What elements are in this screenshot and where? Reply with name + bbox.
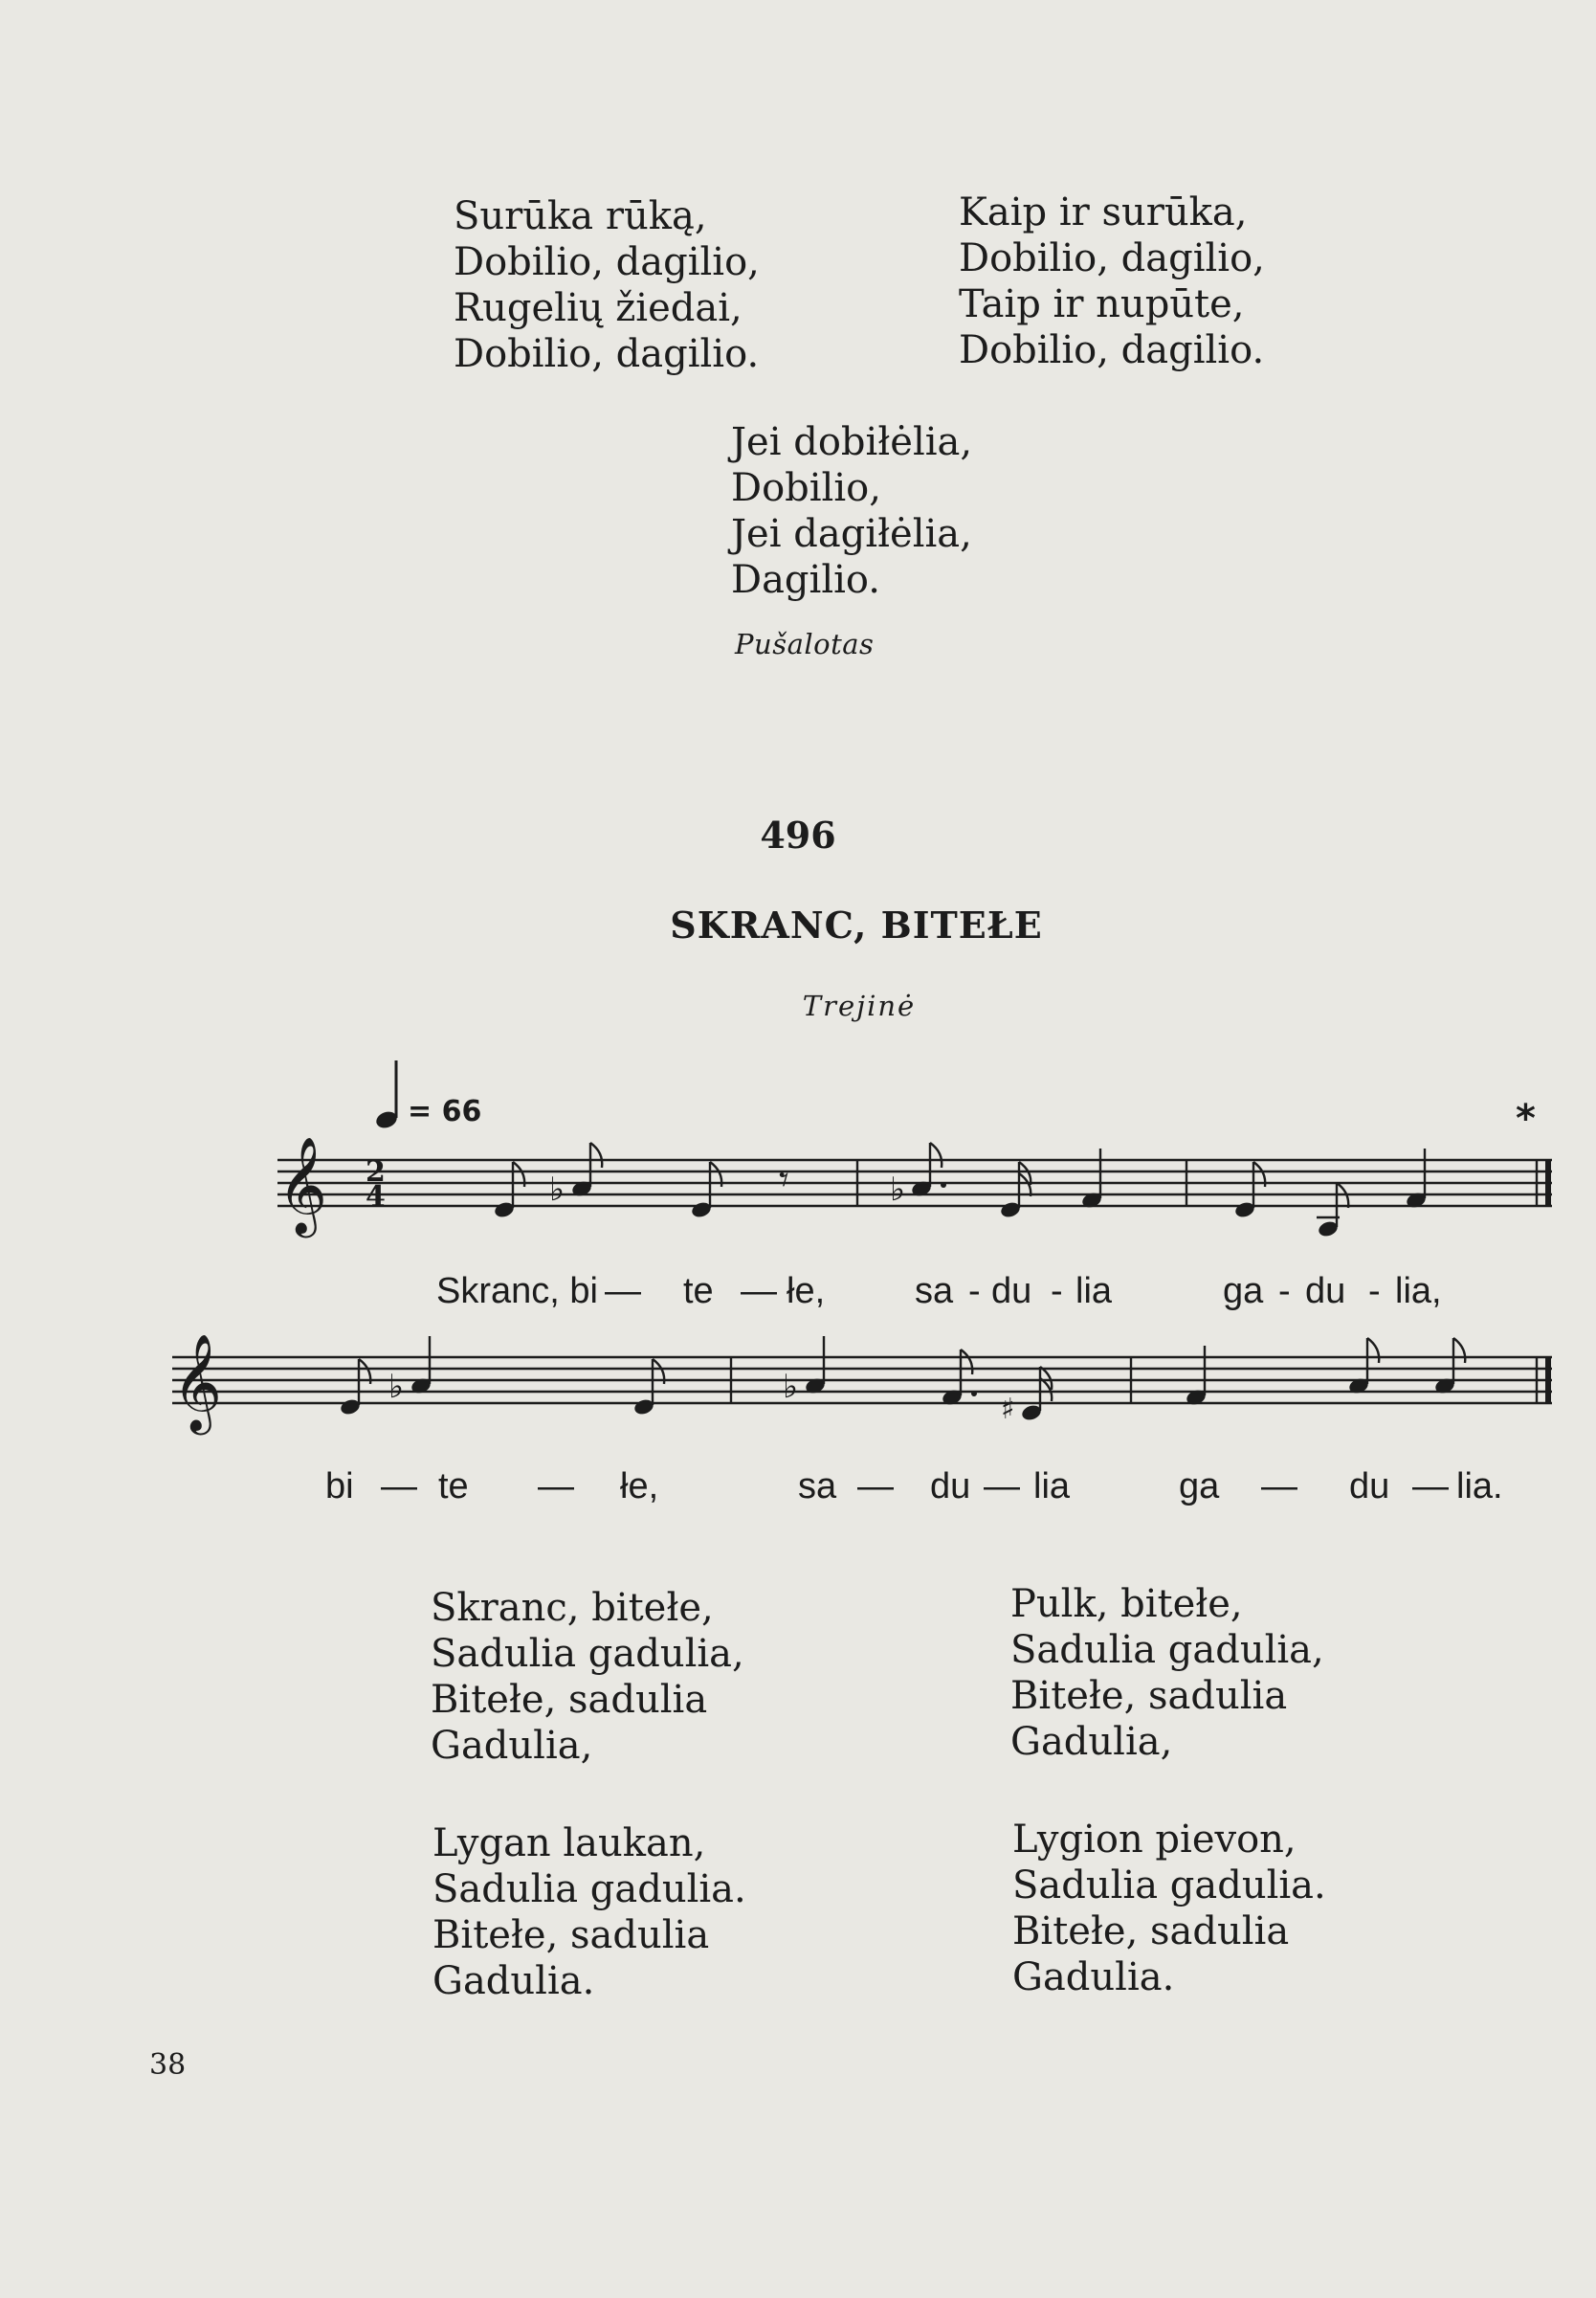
lyric-line: Bitełe, sadulia [431, 1678, 708, 1722]
refrain-line: Dobilio, [731, 466, 881, 510]
lyric-line: Sadulia gadulia. [1012, 1863, 1326, 1908]
lyric-line: Gadulia, [1010, 1720, 1173, 1764]
lyric-syllable: lia [1033, 1466, 1071, 1506]
lyric-line: Gadulia, [431, 1724, 593, 1768]
lyric-line: Sadulia gadulia. [432, 1867, 746, 1911]
poem-line: Dobilio, dagilio, [959, 236, 1265, 280]
lyric-line: Bitełe, sadulia [1010, 1674, 1288, 1718]
quarter-note-icon [804, 1336, 827, 1395]
lyric-hyphen: — [741, 1271, 777, 1311]
poem-line: Dobilio, dagilio, [454, 240, 760, 284]
lyrics-stanza-1 [431, 1585, 744, 1769]
song-title: SKRANC, BITEŁE [670, 904, 1043, 947]
poem-line: Taip ir nupūte, [959, 282, 1245, 326]
lyric-syllable: łe, [787, 1271, 826, 1311]
lyric-line: Pulk, bitełe, [1010, 1582, 1243, 1626]
quarter-note-icon [1185, 1346, 1208, 1407]
flat-icon: ♭ [783, 1368, 799, 1406]
lyric-syllable: ga [1179, 1466, 1220, 1506]
poem-line: Dobilio, dagilio. [959, 328, 1265, 372]
song-type: Trejinė [802, 990, 917, 1022]
poem-line: Dobilio, dagilio. [454, 332, 760, 376]
lyric-syllable: te [438, 1466, 469, 1506]
eighth-rest-icon: 𝄾 [779, 1158, 789, 1202]
lyric-syllable: ga [1223, 1271, 1264, 1311]
staff-1 [277, 1160, 1552, 1206]
lyric-syllable: te [683, 1271, 714, 1311]
refrain-line: Dagilio. [731, 558, 880, 602]
lyric-line: Gadulia. [432, 1959, 595, 2003]
quarter-note-icon [1080, 1149, 1103, 1210]
lyric-hyphen: - [1278, 1271, 1291, 1311]
refrain-line: Jei dagiłėlia, [731, 512, 972, 556]
lyric-syllable: lia, [1395, 1271, 1442, 1311]
lyric-line: Bitełe, sadulia [1012, 1909, 1290, 1953]
lyric-line: Lygan laukan, [432, 1821, 706, 1865]
lyric-hyphen: — [605, 1271, 641, 1311]
lyric-line: Skranc, bitełe, [431, 1586, 714, 1630]
lyric-syllable: du [1305, 1271, 1346, 1311]
lyric-syllable: Skranc, bi [436, 1271, 598, 1311]
lyric-hyphen: — [857, 1466, 894, 1506]
lyric-syllable: du [1349, 1466, 1390, 1506]
eighth-note-icon [1433, 1338, 1465, 1395]
lyric-hyphen: - [1051, 1271, 1063, 1311]
tempo-note-icon [374, 1060, 399, 1130]
sixteenth-note-icon [1020, 1367, 1052, 1422]
lyric-syllable: sa [798, 1466, 837, 1506]
asterisk-mark: * [1516, 1097, 1536, 1141]
lyric-line: Sadulia gadulia, [431, 1632, 744, 1676]
flat-icon: ♭ [388, 1368, 405, 1406]
tempo-marking: = 66 [408, 1095, 482, 1128]
lyric-hyphen: - [1368, 1271, 1381, 1311]
quarter-note-icon [410, 1336, 432, 1395]
flat-icon: ♭ [549, 1171, 565, 1209]
poem-line: Surūka rūką, [454, 194, 707, 238]
lyric-line: Lygion pievon, [1012, 1818, 1297, 1862]
lyric-line: Bitełe, sadulia [432, 1913, 710, 1957]
song-number: 496 [760, 814, 836, 857]
lyric-syllable: du [930, 1466, 971, 1506]
poem-line: Rugelių žiedai, [454, 286, 743, 330]
lyric-syllable: sa [915, 1271, 954, 1311]
eighth-note-icon [1347, 1338, 1379, 1395]
lyric-hyphen: - [968, 1271, 981, 1311]
lyric-hyphen: — [1412, 1466, 1449, 1506]
refrain-line: Jei dobiłėlia, [731, 420, 973, 464]
lyric-syllable: lia [1075, 1271, 1113, 1311]
lyric-syllable: lia. [1456, 1466, 1503, 1506]
poem-source-location: Pušalotas [735, 628, 875, 660]
lyrics-stanza-2 [1010, 1581, 1324, 1765]
quarter-note-icon [1405, 1149, 1428, 1210]
lyric-syllable: bi [325, 1466, 354, 1506]
time-signature-upper: 2 [366, 1155, 386, 1189]
lyric-hyphen: — [984, 1466, 1020, 1506]
time-signature-lower: 4 [366, 1180, 386, 1214]
lyric-hyphen: — [381, 1466, 417, 1506]
lyric-line: Sadulia gadulia, [1010, 1628, 1324, 1672]
lyric-line: Gadulia. [1012, 1955, 1175, 1999]
page-number: 38 [149, 2048, 187, 2082]
lyric-hyphen: — [538, 1466, 574, 1506]
staff-2 [172, 1357, 1552, 1403]
eighth-note-icon [1317, 1183, 1348, 1238]
flat-icon: ♭ [890, 1171, 906, 1209]
treble-clef-icon: 𝄞 [277, 1135, 328, 1234]
poem-line: Kaip ir surūka, [959, 190, 1248, 234]
lyric-hyphen: — [1261, 1466, 1297, 1506]
lyric-syllable: łe, [620, 1466, 659, 1506]
lyric-syllable: du [991, 1271, 1032, 1311]
lyrics-stanza-3 [432, 1820, 746, 2004]
sharp-icon: ♯ [1001, 1393, 1015, 1426]
treble-clef-icon: 𝄞 [172, 1332, 223, 1431]
lyrics-stanza-4 [1012, 1817, 1326, 2000]
